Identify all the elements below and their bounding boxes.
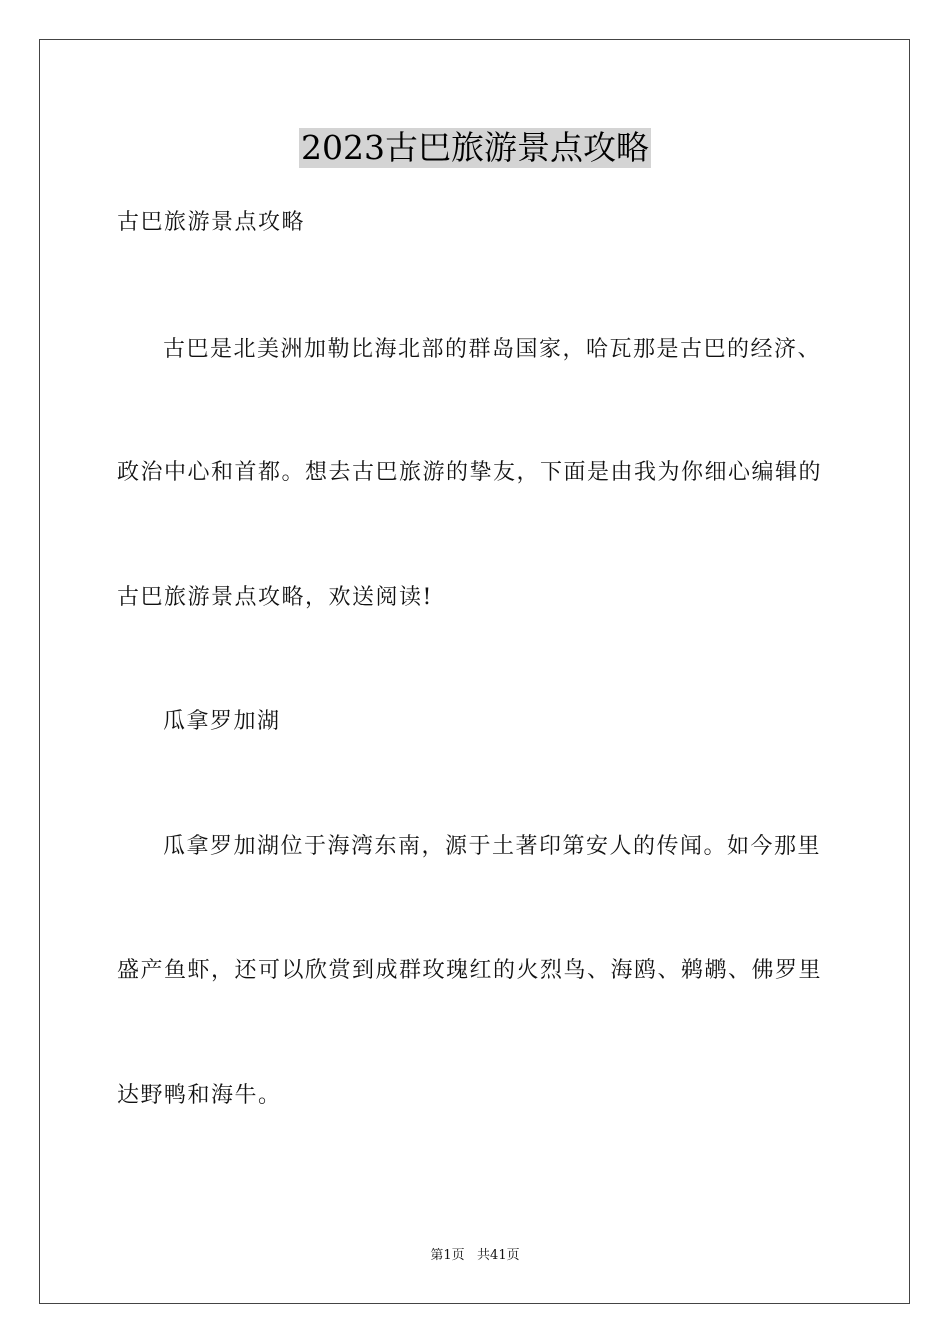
paragraph-line: 达野鸭和海牛。 bbox=[117, 1083, 282, 1108]
page-footer: 第1页 共41页 bbox=[430, 1248, 520, 1263]
paragraph-line: 盛产鱼虾，还可以欣赏到成群玫瑰红的火烈鸟、海鸥、鹈鹕、佛罗里 bbox=[117, 958, 823, 983]
title-container bbox=[0, 128, 950, 168]
section-heading: 瓜拿罗加湖 bbox=[163, 709, 281, 734]
document-title: 2023古巴旅游景点攻略 bbox=[301, 128, 649, 167]
paragraph-line: 瓜拿罗加湖位于海湾东南，源于土著印第安人的传闻。如今那里 bbox=[163, 834, 822, 859]
paragraph-line: 古巴是北美洲加勒比海北部的群岛国家，哈瓦那是古巴的经济、 bbox=[163, 337, 822, 362]
paragraph-line: 政治中心和首都。想去古巴旅游的挚友，下面是由我为你细心编辑的 bbox=[117, 460, 823, 485]
paragraph-line: 古巴旅游景点攻略，欢送阅读! bbox=[117, 585, 433, 610]
document-subtitle: 古巴旅游景点攻略 bbox=[117, 210, 306, 235]
